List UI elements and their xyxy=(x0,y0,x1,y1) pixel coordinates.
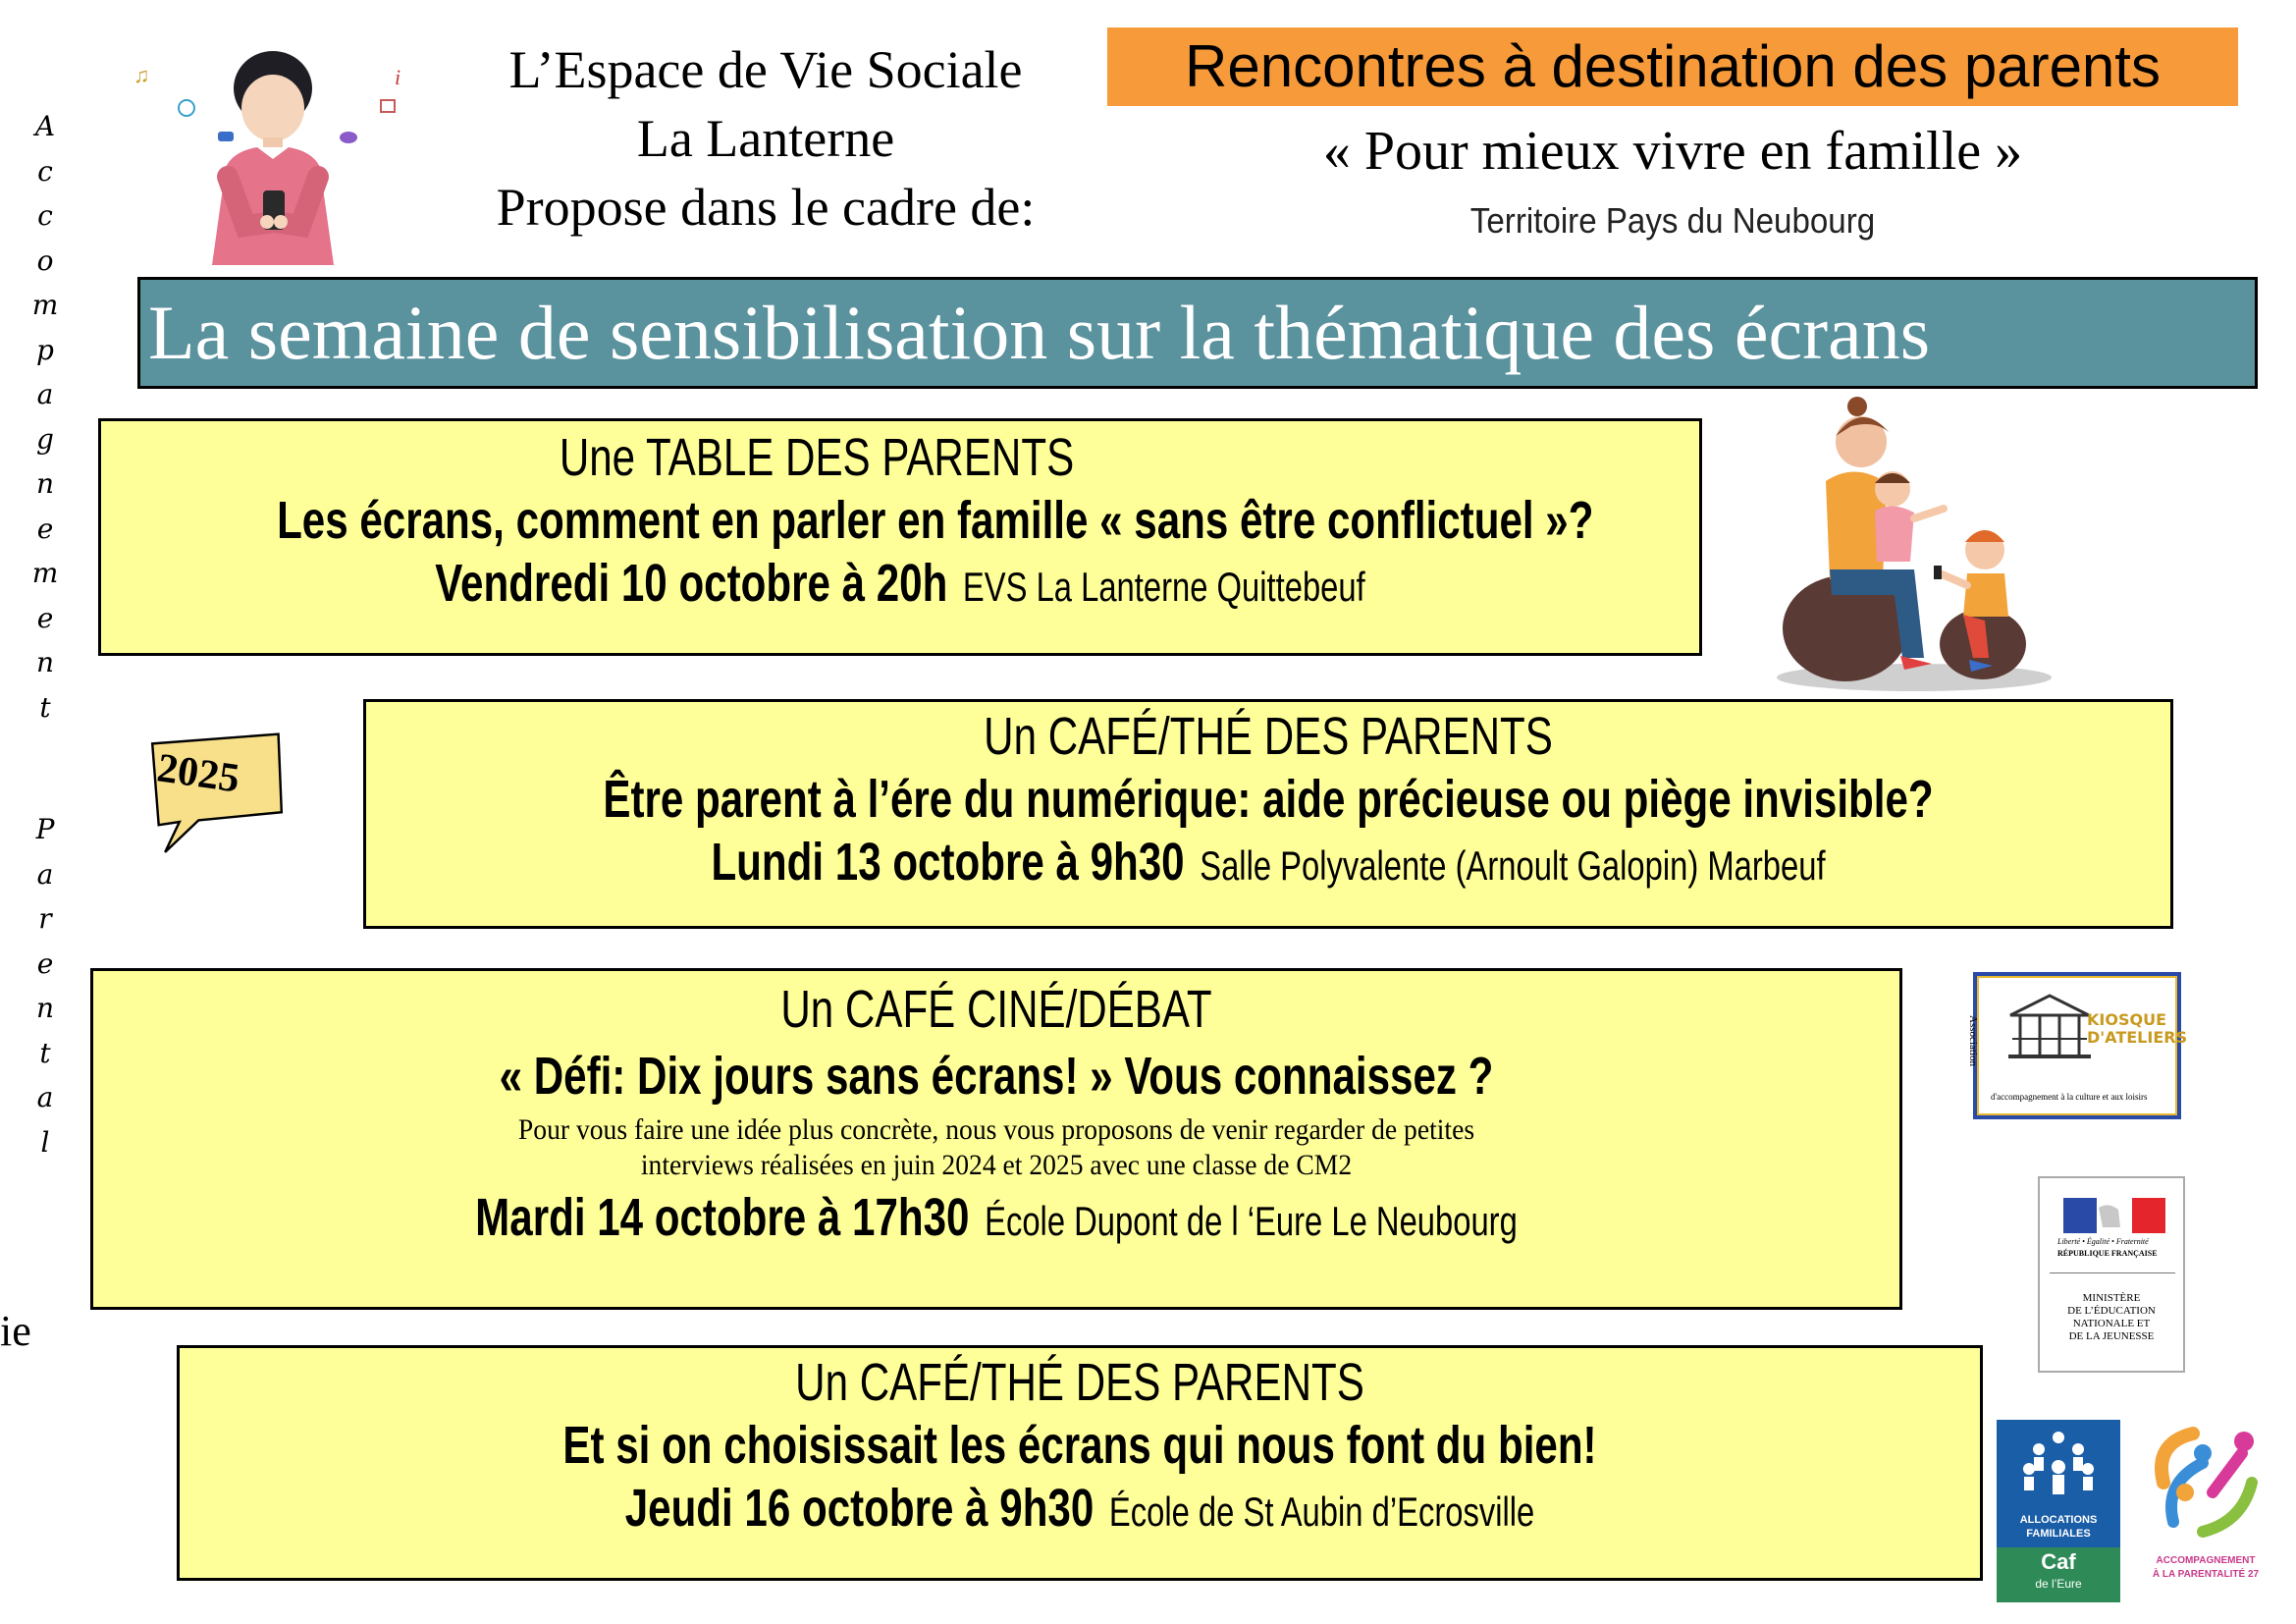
sidebar-letter: l xyxy=(40,1125,50,1159)
sidebar-letter: c xyxy=(37,199,53,232)
event-date: Mardi 14 octobre à 17h30 xyxy=(475,1188,970,1247)
event-topic: Les écrans, comment en parler en famille « sans être conflictuel »? xyxy=(277,491,1594,550)
family-illustration xyxy=(1767,393,2061,697)
event-when xyxy=(378,1478,1783,1539)
svg-text:.: . xyxy=(422,29,423,30)
svg-text:♫: ♫ xyxy=(133,63,150,87)
parentalite-line-1: ACCOMPAGNEMENT xyxy=(2156,1555,2256,1566)
event-date: Vendredi 10 octobre à 20h xyxy=(435,554,948,613)
sidebar-letter: e xyxy=(36,601,54,634)
header-line-2: La Lanterne xyxy=(636,109,895,168)
event-place: École Dupont de l ‘Eure Le Neubourg xyxy=(985,1198,1518,1244)
event-type: Une TABLE DES PARENTS xyxy=(559,428,1075,487)
kiosque-name: KIOSQUE D'ATELIERS xyxy=(2087,1010,2188,1047)
sidebar-letter: r xyxy=(38,902,52,935)
event-box-1 xyxy=(98,418,1702,656)
sidebar-accompagnement xyxy=(26,104,65,730)
caf-line-3: Caf xyxy=(2041,1549,2076,1574)
header-organisation xyxy=(393,35,1139,242)
event-box-4 xyxy=(177,1345,1983,1581)
sidebar-letter: A xyxy=(34,110,56,142)
header-line-3: Propose dans le cadre de: xyxy=(496,178,1036,237)
event-place: École de St Aubin d’Ecrosville xyxy=(1108,1489,1535,1535)
ministere-text xyxy=(2040,1292,2183,1343)
sidebar-parental xyxy=(26,807,65,1164)
sidebar-letter: c xyxy=(37,154,53,188)
theme-banner: La semaine de sensibilisation sur la thématique des écrans xyxy=(137,277,2258,389)
sidebar-letter: n xyxy=(35,992,55,1024)
sidebar-letter: g xyxy=(36,422,54,456)
ministere-line-1: MINISTÈRE xyxy=(2082,1292,2141,1304)
caf-line-2: FAMILIALES xyxy=(2026,1528,2091,1540)
event-when xyxy=(277,553,1523,614)
sidebar-letter: e xyxy=(36,947,54,980)
kiosque-bandstand-icon xyxy=(2001,990,2099,1068)
caf-line-1: ALLOCATIONS xyxy=(2019,1514,2098,1526)
header-line-1: L’Espace de Vie Sociale xyxy=(508,40,1023,99)
sidebar-letter: e xyxy=(36,512,54,545)
event-date: Lundi 13 octobre à 9h30 xyxy=(711,833,1185,892)
sidebar-letter: n xyxy=(35,646,55,678)
parentalite-figures-icon xyxy=(2144,1424,2268,1551)
sidebar-letter: a xyxy=(36,857,54,891)
caf-logo xyxy=(1997,1420,2120,1602)
event-box-2 xyxy=(363,699,2173,929)
caf-people-icon xyxy=(2014,1428,2103,1506)
parentalite-line-2: À LA PARENTALITÉ 27 xyxy=(2152,1569,2260,1580)
ministere-divider xyxy=(2050,1272,2175,1273)
event-topic: Et si on choisissait les écrans qui nous font du bien! xyxy=(562,1416,1597,1475)
sidebar-letter: m xyxy=(31,289,59,321)
sidebar-letter: t xyxy=(39,690,51,724)
caf-line-4: de l’Eure xyxy=(2035,1577,2082,1591)
kiosque-logo xyxy=(1966,972,2188,1119)
event-place: EVS La Lanterne Quittebeuf xyxy=(962,564,1365,610)
year-badge: 2025 xyxy=(154,745,242,802)
event-place: Salle Polyvalente (Arnoult Galopin) Marbeuf xyxy=(1200,842,1826,889)
subtitle: « Pour mieux vivre en famille » xyxy=(1322,121,2023,182)
event-date: Jeudi 16 octobre à 9h30 xyxy=(624,1479,1095,1538)
kiosque-tagline: d'accompagnement à la culture et aux loisirs xyxy=(1991,1092,2148,1102)
svg-text:i: i xyxy=(395,65,401,89)
event-when xyxy=(564,832,1972,893)
sidebar-letter: o xyxy=(36,244,54,277)
sidebar-letter: P xyxy=(35,813,55,845)
event-note-line-2: interviews réalisées en juin 2024 et 2025 avec une classe de CM2 xyxy=(640,1149,1353,1181)
marianne-flag-icon xyxy=(2063,1198,2165,1233)
ministere-line-4: DE LA JEUNESSE xyxy=(2068,1330,2155,1342)
event-topic: « Défi: Dix jours sans écrans! » Vous connaissez ? xyxy=(499,1047,1494,1106)
event-box-3 xyxy=(90,968,1902,1310)
child-phone-illustration xyxy=(128,29,423,285)
event-topic: Être parent à l’ére du numérique: aide précieuse ou piège invisible? xyxy=(603,770,1934,829)
ministere-line-2: DE L’ÉDUCATION xyxy=(2067,1305,2156,1317)
event-note-line-1: Pour vous faire une idée plus concrète, nous vous proposons de venir regarder de petites xyxy=(517,1113,1475,1146)
kiosque-vertical-text: Association xyxy=(1966,1015,1979,1066)
ministere-line-3: NATIONALE ET xyxy=(2072,1318,2151,1329)
sidebar-letter: m xyxy=(31,557,59,589)
event-type: Un CAFÉ/THÉ DES PARENTS xyxy=(984,707,1553,766)
stray-text: ie xyxy=(0,1307,31,1355)
event-type: Un CAFÉ CINÉ/DÉBAT xyxy=(780,980,1212,1039)
sidebar-letter: n xyxy=(35,467,55,500)
event-type: Un CAFÉ/THÉ DES PARENTS xyxy=(795,1353,1364,1412)
orange-title: Rencontres à destination des parents xyxy=(1107,27,2238,106)
sidebar-letter: a xyxy=(36,1081,54,1113)
sidebar-letter: a xyxy=(36,378,54,410)
event-when xyxy=(292,1187,1700,1248)
sidebar-letter: p xyxy=(36,333,54,366)
rf-name: RÉPUBLIQUE FRANÇAISE xyxy=(2057,1249,2158,1258)
rf-motto: Liberté • Égalité • Fraternité xyxy=(2057,1237,2149,1246)
territory: Territoire Pays du Neubourg xyxy=(1469,200,1876,241)
sidebar-letter: t xyxy=(39,1036,51,1069)
ministere-logo xyxy=(2038,1176,2185,1373)
